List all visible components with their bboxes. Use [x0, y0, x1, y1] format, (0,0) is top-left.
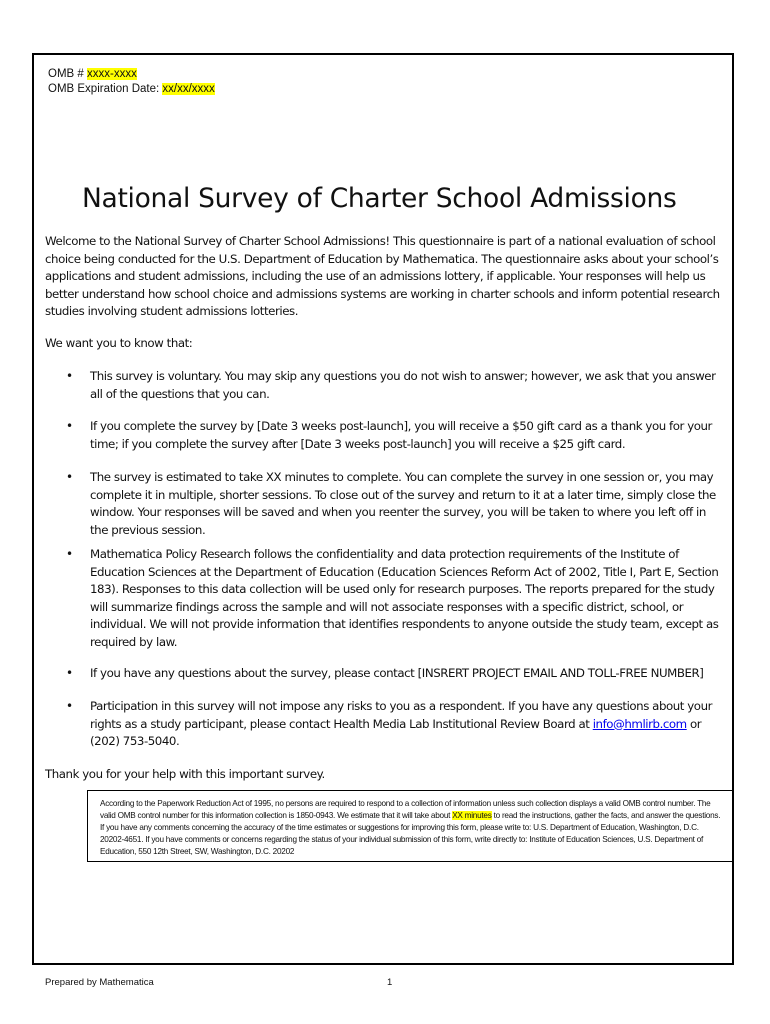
bullet-dot-icon: • [66, 419, 73, 433]
pra-text-after: to read the instructions, gather the facts, and answer the questions. If you have any comments concerning the accuracy of the time estimates or suggestions for improving this form, please write to: U.S. Department of Education, Washington, D.C. 20202-4651. If you have comments or concerns regarding the status of your individual submission of this form, write directly to: Institute of Education Sciences, U.S. Department of Education, 550 12th Street, SW, Washington, D.C. 20202 [100, 811, 721, 856]
bullet-text: If you complete the survey by [Date 3 weeks post-launch], you will receive a $50 gift card as a thank you for your time; if you complete the survey after [Date 3 weeks post-launch] you will receive a $25 gift card. [90, 419, 712, 451]
bullet-dot-icon: • [66, 369, 73, 383]
bullet-item [66, 469, 727, 539]
intro-paragraph: Welcome to the National Survey of Charter School Admissions! This questionnaire is part of a national evaluation of school choice being conducted for the U.S. Department of Education by Mathematica. The questionnaire asks about your school’s applications and student admissions, including the use of an admissions lottery, if applicable. Your responses will help us better understand how school choice and admissions systems are working in charter schools and inform potential research studies involving student admissions lotteries. [45, 234, 720, 318]
bullet-dot-icon: • [66, 699, 73, 713]
irb-text-before: Participation in this survey will not impose any risks to you as a respondent. If you have any questions about your rights as a study participant, please contact Health Media Lab Institutional Review Board at [90, 699, 712, 731]
footer-page-number: 1 [387, 977, 393, 988]
bullet-dot-icon: • [66, 547, 73, 561]
irb-email-link[interactable]: info@hmlirb.com [592, 716, 687, 731]
bullet-text: Mathematica Policy Research follows the confidentiality and data protection requirements of the Institute of Education Sciences at the Department of Education (Education Sciences Reform Act of 2002, Title I, Part E, Section 183). Responses to this data collection will be used only for research purposes. The reports prepared for the study will summarize findings across the sample and will not associate responses with a specific district, school, or individual. We will not provide information that identifies respondents to anyone outside the study team, except as required by law. [90, 547, 719, 649]
pra-highlight: XX minutes [452, 811, 492, 820]
bullet-text: The survey is estimated to take XX minutes to complete. You can complete the survey in one session or, you may complete it in multiple, shorter sessions. To close out of the survey and return to it at a later time, simply close the window. Your responses will be saved and when you reenter the survey, you will be taken to where you left off in the previous session. [90, 470, 716, 537]
omb-number-label: OMB # [48, 68, 87, 80]
bullet-item [66, 546, 727, 651]
page-title: National Survey of Charter School Admissions [82, 183, 677, 214]
bullet-item-irb [66, 698, 727, 751]
bullet-text: If you have any questions about the survey, please contact [INSRERT PROJECT EMAIL AND TOLL-FREE NUMBER] [90, 666, 704, 680]
omb-expiration [48, 82, 215, 97]
bullet-item [66, 418, 727, 453]
omb-block [48, 67, 215, 97]
bullet-dot-icon: • [66, 666, 73, 680]
omb-expiration-label: OMB Expiration Date: [48, 83, 163, 95]
omb-expiration-value: xx/xx/xxxx [162, 83, 215, 95]
footer-prepared-by: Prepared by Mathematica [45, 977, 154, 988]
omb-number-value: xxxx-xxxx [86, 68, 137, 80]
bullet-text: This survey is voluntary. You may skip any questions you do not wish to answer; however, we ask that you answer all of the questions that you can. [90, 369, 716, 401]
bullet-item [66, 665, 727, 683]
thank-you-text: Thank you for your help with this important survey. [45, 767, 325, 781]
paperwork-reduction-notice [87, 790, 733, 862]
irb-text-after: or (202) 753-5040. [90, 716, 702, 748]
bullet-item [66, 368, 727, 403]
pra-text-before: According to the Paperwork Reduction Act of 1995, no persons are required to respond to a collection of information unless such collection displays a valid OMB control number. The valid OMB control number for this information collection is 1850-0943. We estimate that it will take about [100, 799, 711, 820]
want-to-know-heading: We want you to know that: [45, 336, 193, 350]
omb-number [48, 67, 215, 82]
bullet-dot-icon: • [66, 470, 73, 484]
